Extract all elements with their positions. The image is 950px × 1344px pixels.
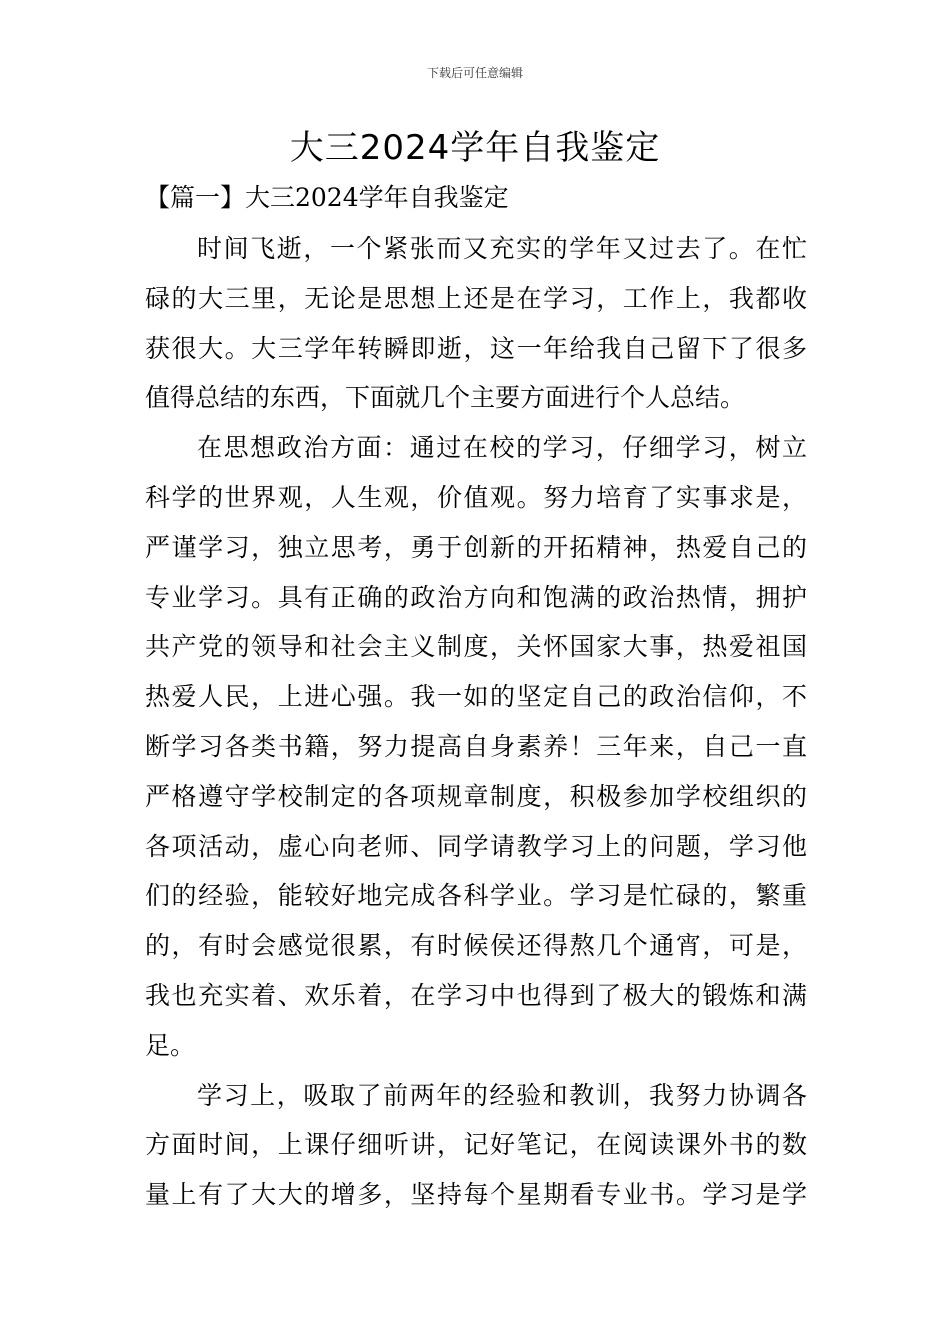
paragraph-1-line-4: 值得总结的东西，下面就几个主要方面进行个人总结。 xyxy=(145,383,746,413)
paragraph-2-line-12: 我也充实着、欢乐着，在学习中也得到了极大的锻炼和满 xyxy=(145,980,807,1010)
paragraph-2-line-13: 足。 xyxy=(145,1030,196,1060)
document-body xyxy=(145,224,807,1220)
paragraph-2-line-4: 专业学习。具有正确的政治方向和饱满的政治热情，拥护 xyxy=(145,582,807,612)
paragraph-2-line-5: 共产党的领导和社会主义制度，关怀国家大事，热爱祖国 xyxy=(145,632,807,662)
paragraph-2-line-9: 各项活动，虚心向老师、同学请教学习上的问题，学习他 xyxy=(145,831,807,861)
document-title: 大三2024学年自我鉴定 xyxy=(289,128,661,168)
paragraph-3-line-1: 学习上，吸取了前两年的经验和教训，我努力协调各 xyxy=(197,1080,807,1110)
paragraph-2-line-7: 断学习各类书籍，努力提高自身素养！三年来，自己一直 xyxy=(145,731,807,761)
paragraph-2-line-2: 科学的世界观，人生观，价值观。努力培育了实事求是， xyxy=(145,482,807,512)
paragraph-2-line-8: 严格遵守学校制定的各项规章制度，积极参加学校组织的 xyxy=(145,781,807,811)
paragraph-3-line-2: 方面时间，上课仔细听讲，记好笔记，在阅读课外书的数 xyxy=(145,1130,807,1160)
paragraph-1-line-1: 时间飞逝，一个紧张而又充实的学年又过去了。在忙 xyxy=(197,234,807,263)
paragraph-2-line-1: 在思想政治方面：通过在校的学习，仔细学习，树立 xyxy=(197,433,807,463)
paragraph-2-line-6: 热爱人民，上进心强。我一如的坚定自己的政治信仰，不 xyxy=(145,682,807,712)
paragraph-3-line-3: 量上有了大大的增多，坚持每个星期看专业书。学习是学 xyxy=(145,1180,807,1210)
page-header-note: 下载后可任意编辑 xyxy=(426,66,523,80)
paragraph-1-line-3: 获很大。大三学年转瞬即逝，这一年给我自己留下了很多 xyxy=(145,333,807,363)
section-heading: 【篇一】大三2024学年自我鉴定 xyxy=(145,183,509,212)
paragraph-1-line-2: 碌的大三里，无论是思想上还是在学习，工作上，我都收 xyxy=(145,283,807,313)
paragraph-2-line-3: 严谨学习，独立思考，勇于创新的开拓精神，热爱自己的 xyxy=(145,532,807,562)
paragraph-2-line-11: 的，有时会感觉很累，有时候侯还得熬几个通宵，可是， xyxy=(145,931,807,961)
paragraph-2-line-10: 们的经验，能较好地完成各科学业。学习是忙碌的，繁重 xyxy=(145,881,807,911)
